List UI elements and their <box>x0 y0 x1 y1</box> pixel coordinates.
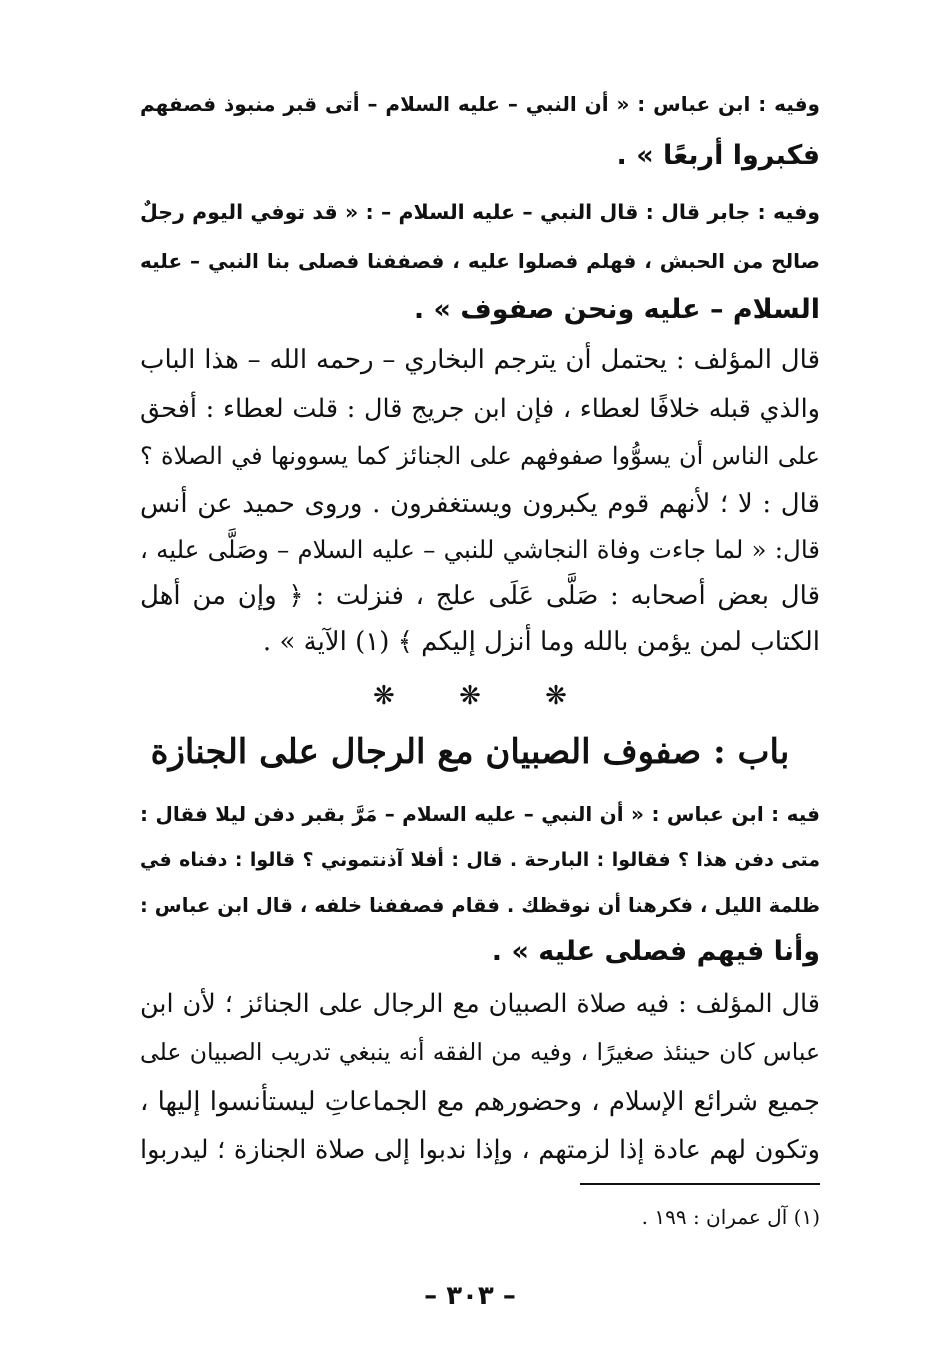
text-line: قال بعض أصحابه : صَلَّى عَلَى علج ، فنزلت : ﴿ وإن من أهل <box>140 581 820 611</box>
text-line: ظلمة الليل ، فكرهنا أن نوقظك . فقام فصففنا خلفه ، قال ابن عباس : <box>140 894 820 917</box>
text-line: صالح من الحبش ، فهلم فصلوا عليه ، فصففنا فصلى بنا النبي – عليه <box>140 249 820 273</box>
section-separator <box>0 676 940 716</box>
text-line: وأنا فيهم فصلى عليه » . <box>491 936 820 967</box>
footnote-divider <box>580 1183 820 1185</box>
asterism-icon: ❋ <box>545 681 567 711</box>
text-line: والذي قبله خلافًا لعطاء ، فإن ابن جريج قال : قلت لعطاء : أفحق <box>140 394 820 424</box>
text-line: السلام – عليه ونحن صفوف » . <box>413 294 820 325</box>
page-number: – ٣٠٣ – <box>424 1281 516 1311</box>
text-line: متى دفن هذا ؟ فقالوا : البارحة . قال : أفلا آذنتموني ؟ قالوا : دفناه في <box>140 849 820 871</box>
chapter-title: باب : صفوف الصبيان مع الرجال على الجنازة <box>150 732 790 772</box>
text-line: قال المؤلف : يحتمل أن يترجم البخاري – رحمه الله – هذا الباب <box>140 345 820 375</box>
text-line: فكبروا أربعًا » . <box>616 140 820 171</box>
text-line: قال : لا ؛ لأنهم قوم يكبرون ويستغفرون . وروى حميد عن أنس <box>140 489 820 519</box>
text-line: وفيه : ابن عباس : « أن النبي – عليه السلام – أتى قبر منبوذ فصفهم <box>140 92 820 116</box>
asterism-icon: ❋ <box>373 681 395 711</box>
text-line: وفيه : جابر قال : قال النبي – عليه السلام – : « قد توفي اليوم رجلٌ <box>140 200 820 224</box>
text-line: فيه : ابن عباس : « أن النبي – عليه السلام – مَرَّ بقبر دفن ليلا فقال : <box>140 802 820 826</box>
text-line: قال المؤلف : فيه صلاة الصبيان مع الرجال على الجنائز ؛ لأن ابن <box>140 989 820 1019</box>
footnote: (١) آل عمران : ١٩٩ . <box>641 1205 820 1229</box>
text-line: قال: « لما جاءت وفاة النجاشي للنبي – عليه السلام – وصَلَّى عليه ، <box>140 535 820 564</box>
text-line: على الناس أن يسوُّوا صفوفهم على الجنائز كما يسوونها في الصلاة ؟ <box>140 442 820 470</box>
text-line: وتكون لهم عادة إذا لزمتهم ، وإذا ندبوا إلى صلاة الجنازة ؛ ليدربوا <box>140 1135 820 1165</box>
text-line: جميع شرائع الإسلام ، وحضورهم مع الجماعاتِ ليستأنسوا إليها ، <box>140 1087 820 1117</box>
text-line: الكتاب لمن يؤمن بالله وما أنزل إليكم ﴾ (١) الآية » . <box>262 627 820 657</box>
text-line: عباس كان حينئذ صغيرًا ، وفيه من الفقه أنه ينبغي تدريب الصبيان على <box>140 1038 820 1066</box>
asterism-icon: ❋ <box>459 681 481 711</box>
